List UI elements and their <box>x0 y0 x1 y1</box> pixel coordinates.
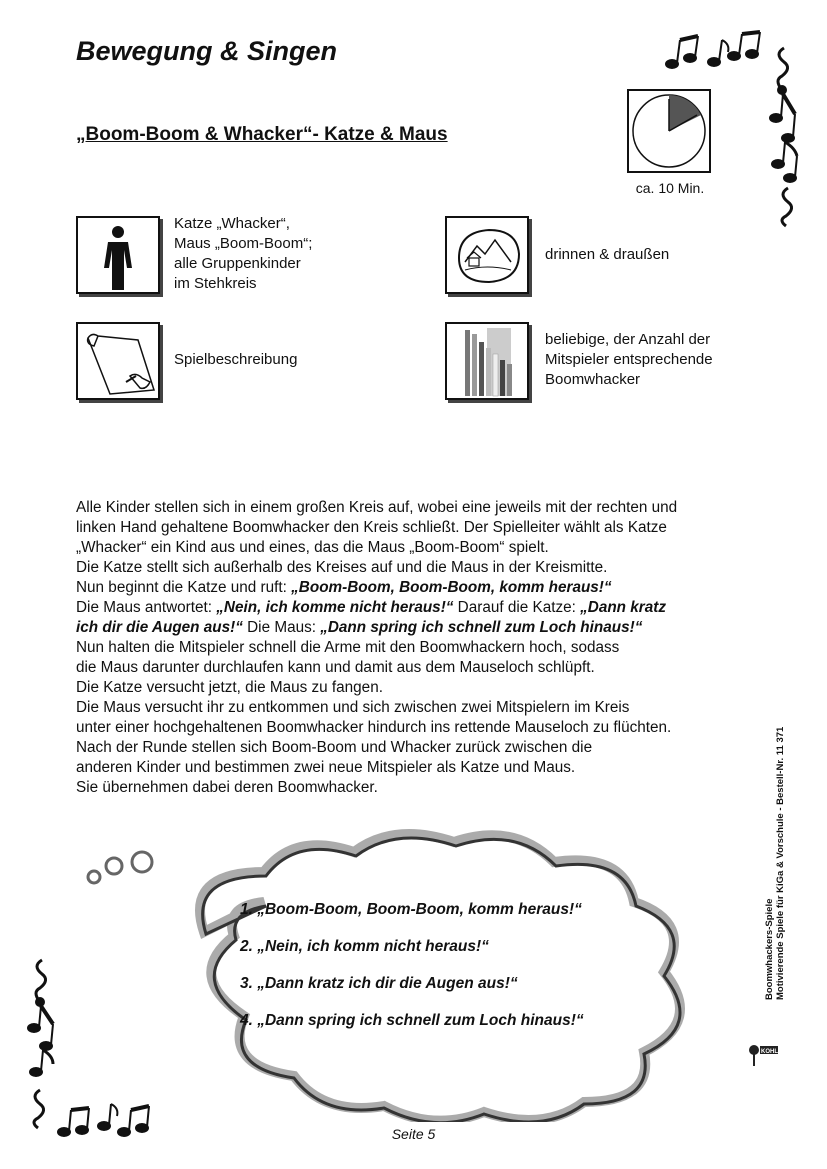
chant-item: 2. „Nein, ich komm nicht heraus!“ <box>240 938 489 955</box>
page-title: Bewegung & Singen <box>76 36 338 66</box>
location-box <box>445 216 529 294</box>
duration-caption: ca. 10 Min. <box>635 180 705 196</box>
description-text: Nun beginnt die Katze und ruft: <box>76 579 292 596</box>
page-number: Seite 5 <box>391 1126 436 1142</box>
description-line: „Whacker“ ein Kind aus und eines, das die Maus „Boom-Boom“ spielt. <box>76 539 549 556</box>
location-text: drinnen & draußen <box>545 246 670 263</box>
chant-quote: „Boom-Boom, Boom-Boom, komm heraus!“ <box>291 579 612 596</box>
description-line: Alle Kinder stellen sich in einem großen Kreis auf, wobei eine jeweils mit der rechten und <box>76 499 678 516</box>
chant-item: 4. „Dann spring ich schnell zum Loch hinaus!“ <box>240 1012 584 1029</box>
kohl-logo-icon <box>746 1040 780 1070</box>
description-line: Die Katze stellt sich außerhalb des Kreises auf und die Maus in der Kreismitte. <box>76 559 608 576</box>
description-line: anderen Kinder und bestimmen zwei neue Mitspieler als Katze und Maus. <box>76 759 576 776</box>
players-box <box>76 216 160 294</box>
scroll-icon <box>78 324 158 398</box>
description-box <box>76 322 160 400</box>
description-line: die Maus darunter durchlaufen kann und damit aus dem Mauseloch schlüpft. <box>76 659 595 676</box>
sidebar-title: Boomwhackers-Spiele <box>764 898 775 1000</box>
description-line: Nach der Runde stellen sich Boom-Boom und Whacker zurück zwischen die <box>76 739 593 756</box>
description-line <box>76 578 746 598</box>
music-notes-icon <box>24 950 154 1145</box>
description-line: Nun halten die Mitspieler schnell die Arme mit den Boomwhackern hoch, sodass <box>76 639 620 656</box>
materials-box <box>445 322 529 400</box>
game-description <box>76 498 746 798</box>
publisher-sidebar <box>764 726 827 1000</box>
players-line: Katze „Whacker“, <box>174 215 290 232</box>
chant-quote: ich dir die Augen aus!“ <box>76 619 243 636</box>
materials-line: beliebige, der Anzahl der <box>545 331 711 348</box>
boomwhackers-icon <box>447 324 527 398</box>
description-label: Spielbeschreibung <box>174 351 298 368</box>
publisher-name: KOHL <box>761 1049 778 1055</box>
description-line: Die Katze versucht jetzt, die Maus zu fangen. <box>76 679 383 696</box>
person-icon <box>78 218 158 292</box>
chant-quote: „Dann spring ich schnell zum Loch hinaus!“ <box>320 619 643 636</box>
sidebar-subtitle: Motivierende Spiele für KiGa & Vorschule - Bestell-Nr. 11 371 <box>775 726 786 1000</box>
description-line <box>76 598 746 618</box>
chant-list <box>240 900 680 1048</box>
chant-quote: „Dann kratz <box>580 599 666 616</box>
players-text <box>174 214 312 294</box>
players-line: im Stehkreis <box>174 275 257 292</box>
description-line: Sie übernehmen dabei deren Boomwhacker. <box>76 779 378 796</box>
description-line: linken Hand gehaltene Boomwhacker den Kreis schließt. Der Spielleiter wählt als Katze <box>76 519 667 536</box>
clock-icon <box>629 91 709 171</box>
materials-text <box>545 330 713 390</box>
description-text: Darauf die Katze: <box>453 599 581 616</box>
duration-box <box>627 89 711 173</box>
game-title: „Boom-Boom & Whacker“- Katze & Maus <box>76 124 448 145</box>
chant-item: 1. „Boom-Boom, Boom-Boom, komm heraus!“ <box>240 901 582 918</box>
publisher-logo <box>746 1040 780 1070</box>
description-text: Die Maus antwortet: <box>76 599 217 616</box>
description-line <box>76 618 746 638</box>
description-text: Die Maus: <box>242 619 321 636</box>
chant-item: 3. „Dann kratz ich dir die Augen aus!“ <box>240 975 518 992</box>
players-line: Maus „Boom-Boom“; <box>174 235 313 252</box>
description-line: unter einer hochgehaltenen Boomwhacker hindurch ins rettende Mauseloch zu flüchten. <box>76 719 672 736</box>
materials-line: Boomwhacker <box>545 371 641 388</box>
players-line: alle Gruppenkinder <box>174 255 301 272</box>
landscape-icon <box>447 218 527 292</box>
description-line: Die Maus versucht ihr zu entkommen und sich zwischen zwei Mitspielern im Kreis <box>76 699 630 716</box>
materials-line: Mitspieler entsprechende <box>545 351 713 368</box>
chant-quote: „Nein, ich komme nicht heraus!“ <box>216 599 454 616</box>
